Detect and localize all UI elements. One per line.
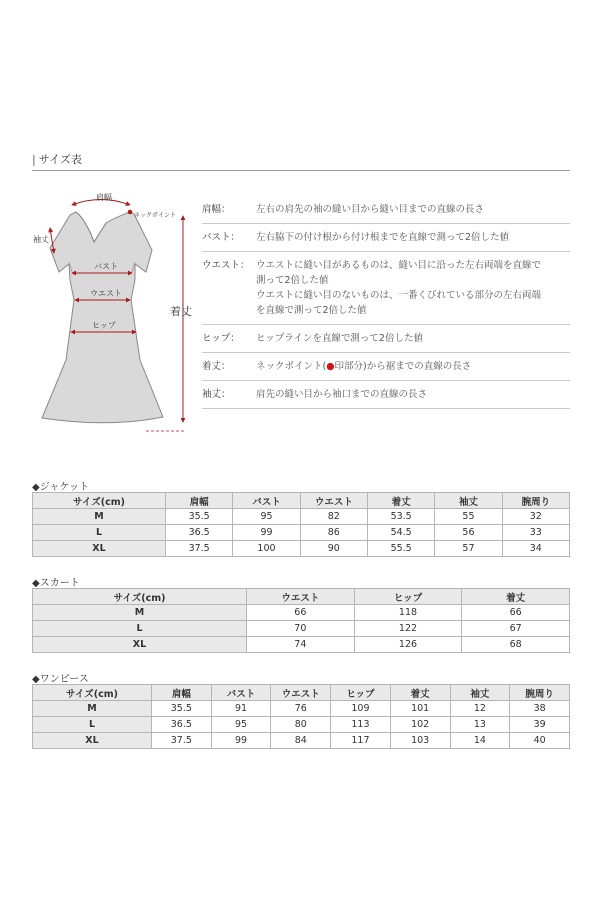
column-header: ウエスト — [300, 493, 367, 509]
table-cell: 38 — [510, 701, 570, 717]
table-cell: 37.5 — [166, 541, 233, 557]
definition-desc — [256, 202, 484, 217]
definition-line: 左右脇下の付け根から付け根までを直線で測って2倍した値 — [256, 232, 510, 243]
table-cell: 99 — [233, 525, 300, 541]
shoulder-label: 肩幅 — [96, 193, 112, 202]
table-cell: 66 — [462, 605, 570, 621]
column-header: サイズ(cm) — [33, 685, 152, 701]
definition-row-shoulder — [202, 196, 570, 224]
onepiece-table-label: ◆ワンピース — [32, 674, 89, 685]
definition-line: を直線で測って2倍した値 — [256, 305, 367, 316]
table-cell: 126 — [354, 637, 462, 653]
table-cell: 36.5 — [166, 525, 233, 541]
title-text: サイズ表 — [38, 153, 82, 166]
table-cell: 90 — [300, 541, 367, 557]
title-bar: | — [32, 153, 36, 166]
page-title — [32, 151, 82, 167]
table-header-row — [33, 493, 570, 509]
table-cell: 53.5 — [367, 509, 434, 525]
table-cell: 80 — [271, 717, 331, 733]
definition-row-bust — [202, 224, 570, 252]
table-row — [33, 621, 570, 637]
table-cell: 68 — [462, 637, 570, 653]
hip-label: ヒップ — [92, 321, 116, 330]
column-header: ヒップ — [354, 589, 462, 605]
table-row — [33, 637, 570, 653]
definition-line: 測って2倍した値 — [256, 275, 329, 286]
definition-term: 袖丈： — [202, 389, 231, 400]
table-cell: 39 — [510, 717, 570, 733]
measurement-definitions — [202, 196, 570, 409]
column-header: ウエスト — [271, 685, 331, 701]
table-cell: 36.5 — [152, 717, 212, 733]
title-divider — [32, 170, 570, 171]
definition-line: 肩先の縫い目から袖口までの直線の長さ — [256, 389, 428, 400]
definition-term: 着丈： — [202, 361, 231, 372]
size-cell: L — [33, 621, 247, 637]
definition-term: ヒップ： — [202, 333, 240, 344]
column-header: 着丈 — [390, 685, 450, 701]
onepiece-size-table — [32, 684, 570, 749]
table-cell: 74 — [247, 637, 355, 653]
table-cell: 12 — [450, 701, 510, 717]
table-cell: 84 — [271, 733, 331, 749]
table-cell: 55.5 — [367, 541, 434, 557]
column-header: 肩幅 — [152, 685, 212, 701]
table-cell: 82 — [300, 509, 367, 525]
table-cell: 122 — [354, 621, 462, 637]
table-cell: 95 — [233, 509, 300, 525]
definition-row-length — [202, 353, 570, 381]
size-cell: M — [33, 509, 166, 525]
table-header-row — [33, 589, 570, 605]
column-header: バスト — [233, 493, 300, 509]
table-cell: 56 — [435, 525, 502, 541]
definition-desc — [256, 331, 423, 346]
table-row — [33, 605, 570, 621]
bust-label: バスト — [94, 262, 118, 271]
dress-silhouette — [42, 212, 163, 423]
neck-point-marker-icon: ● — [326, 361, 335, 372]
definition-text-before: ネックポイント( — [256, 361, 327, 372]
definition-line: ウエストに縫い目があるものは、縫い目に沿った左右両端を直線で — [256, 260, 542, 271]
table-header-row — [33, 685, 570, 701]
table-cell: 91 — [211, 701, 271, 717]
table-cell: 70 — [247, 621, 355, 637]
definition-term: ウエスト： — [202, 260, 250, 271]
table-cell: 35.5 — [166, 509, 233, 525]
table-cell: 118 — [354, 605, 462, 621]
definition-desc — [256, 258, 541, 318]
table-cell: 101 — [390, 701, 450, 717]
definition-desc — [256, 387, 427, 402]
table-cell: 57 — [435, 541, 502, 557]
definition-row-waist — [202, 252, 570, 325]
column-header: 着丈 — [367, 493, 434, 509]
size-cell: XL — [33, 541, 166, 557]
table-cell: 67 — [462, 621, 570, 637]
definition-line: 左右の肩先の袖の縫い目から縫い目までの直線の長さ — [256, 204, 485, 215]
column-header: 着丈 — [462, 589, 570, 605]
size-cell: XL — [33, 733, 152, 749]
dress-diagram-svg — [28, 180, 203, 440]
column-header: サイズ(cm) — [33, 589, 247, 605]
table-cell: 99 — [211, 733, 271, 749]
table-cell: 35.5 — [152, 701, 212, 717]
table-cell: 13 — [450, 717, 510, 733]
definition-row-hip — [202, 325, 570, 353]
table-cell: 33 — [502, 525, 569, 541]
neck-point-label: ネックポイント — [134, 212, 177, 219]
table-cell: 54.5 — [367, 525, 434, 541]
size-cell: M — [33, 701, 152, 717]
table-cell: 14 — [450, 733, 510, 749]
table-cell: 40 — [510, 733, 570, 749]
column-header: 袖丈 — [450, 685, 510, 701]
size-cell: L — [33, 525, 166, 541]
column-header: 腕周り — [502, 493, 569, 509]
column-header: 腕周り — [510, 685, 570, 701]
table-cell: 37.5 — [152, 733, 212, 749]
definition-row-sleeve — [202, 381, 570, 409]
jacket-size-table — [32, 492, 570, 557]
table-cell: 95 — [211, 717, 271, 733]
table-row — [33, 701, 570, 717]
table-cell: 109 — [331, 701, 391, 717]
neck-point-dot — [128, 210, 133, 215]
length-label: 着丈 — [170, 305, 192, 318]
column-header: バスト — [211, 685, 271, 701]
table-row — [33, 733, 570, 749]
column-header: 袖丈 — [435, 493, 502, 509]
table-row — [33, 509, 570, 525]
table-cell: 76 — [271, 701, 331, 717]
jacket-table-label: ◆ジャケット — [32, 482, 89, 493]
skirt-table-label: ◆スカート — [32, 578, 80, 589]
definition-term: バスト： — [202, 232, 241, 243]
definition-term: 肩幅： — [202, 204, 231, 215]
table-cell: 66 — [247, 605, 355, 621]
column-header: サイズ(cm) — [33, 493, 166, 509]
column-header: ウエスト — [247, 589, 355, 605]
definition-line — [256, 359, 471, 374]
table-cell: 113 — [331, 717, 391, 733]
definition-desc — [256, 359, 471, 374]
definition-text-after: 印部分)から裾までの直線の長さ — [334, 361, 472, 372]
definition-line: ウエストに縫い目のないものは、一番くびれている部分の左右両端 — [256, 290, 542, 301]
table-cell: 86 — [300, 525, 367, 541]
size-cell: L — [33, 717, 152, 733]
table-cell: 102 — [390, 717, 450, 733]
table-row — [33, 541, 570, 557]
size-cell: M — [33, 605, 247, 621]
waist-label: ウエスト — [90, 289, 122, 298]
sleeve-label: 袖丈 — [33, 235, 49, 244]
definition-desc — [256, 230, 509, 245]
table-cell: 55 — [435, 509, 502, 525]
skirt-size-table — [32, 588, 570, 653]
dress-diagram — [28, 180, 203, 440]
definition-line: ヒップラインを直線で測って2倍した値 — [256, 333, 423, 344]
table-cell: 103 — [390, 733, 450, 749]
column-header: 肩幅 — [166, 493, 233, 509]
table-cell: 32 — [502, 509, 569, 525]
table-cell: 34 — [502, 541, 569, 557]
column-header: ヒップ — [331, 685, 391, 701]
table-row — [33, 717, 570, 733]
size-cell: XL — [33, 637, 247, 653]
table-cell: 117 — [331, 733, 391, 749]
table-row — [33, 525, 570, 541]
table-cell: 100 — [233, 541, 300, 557]
